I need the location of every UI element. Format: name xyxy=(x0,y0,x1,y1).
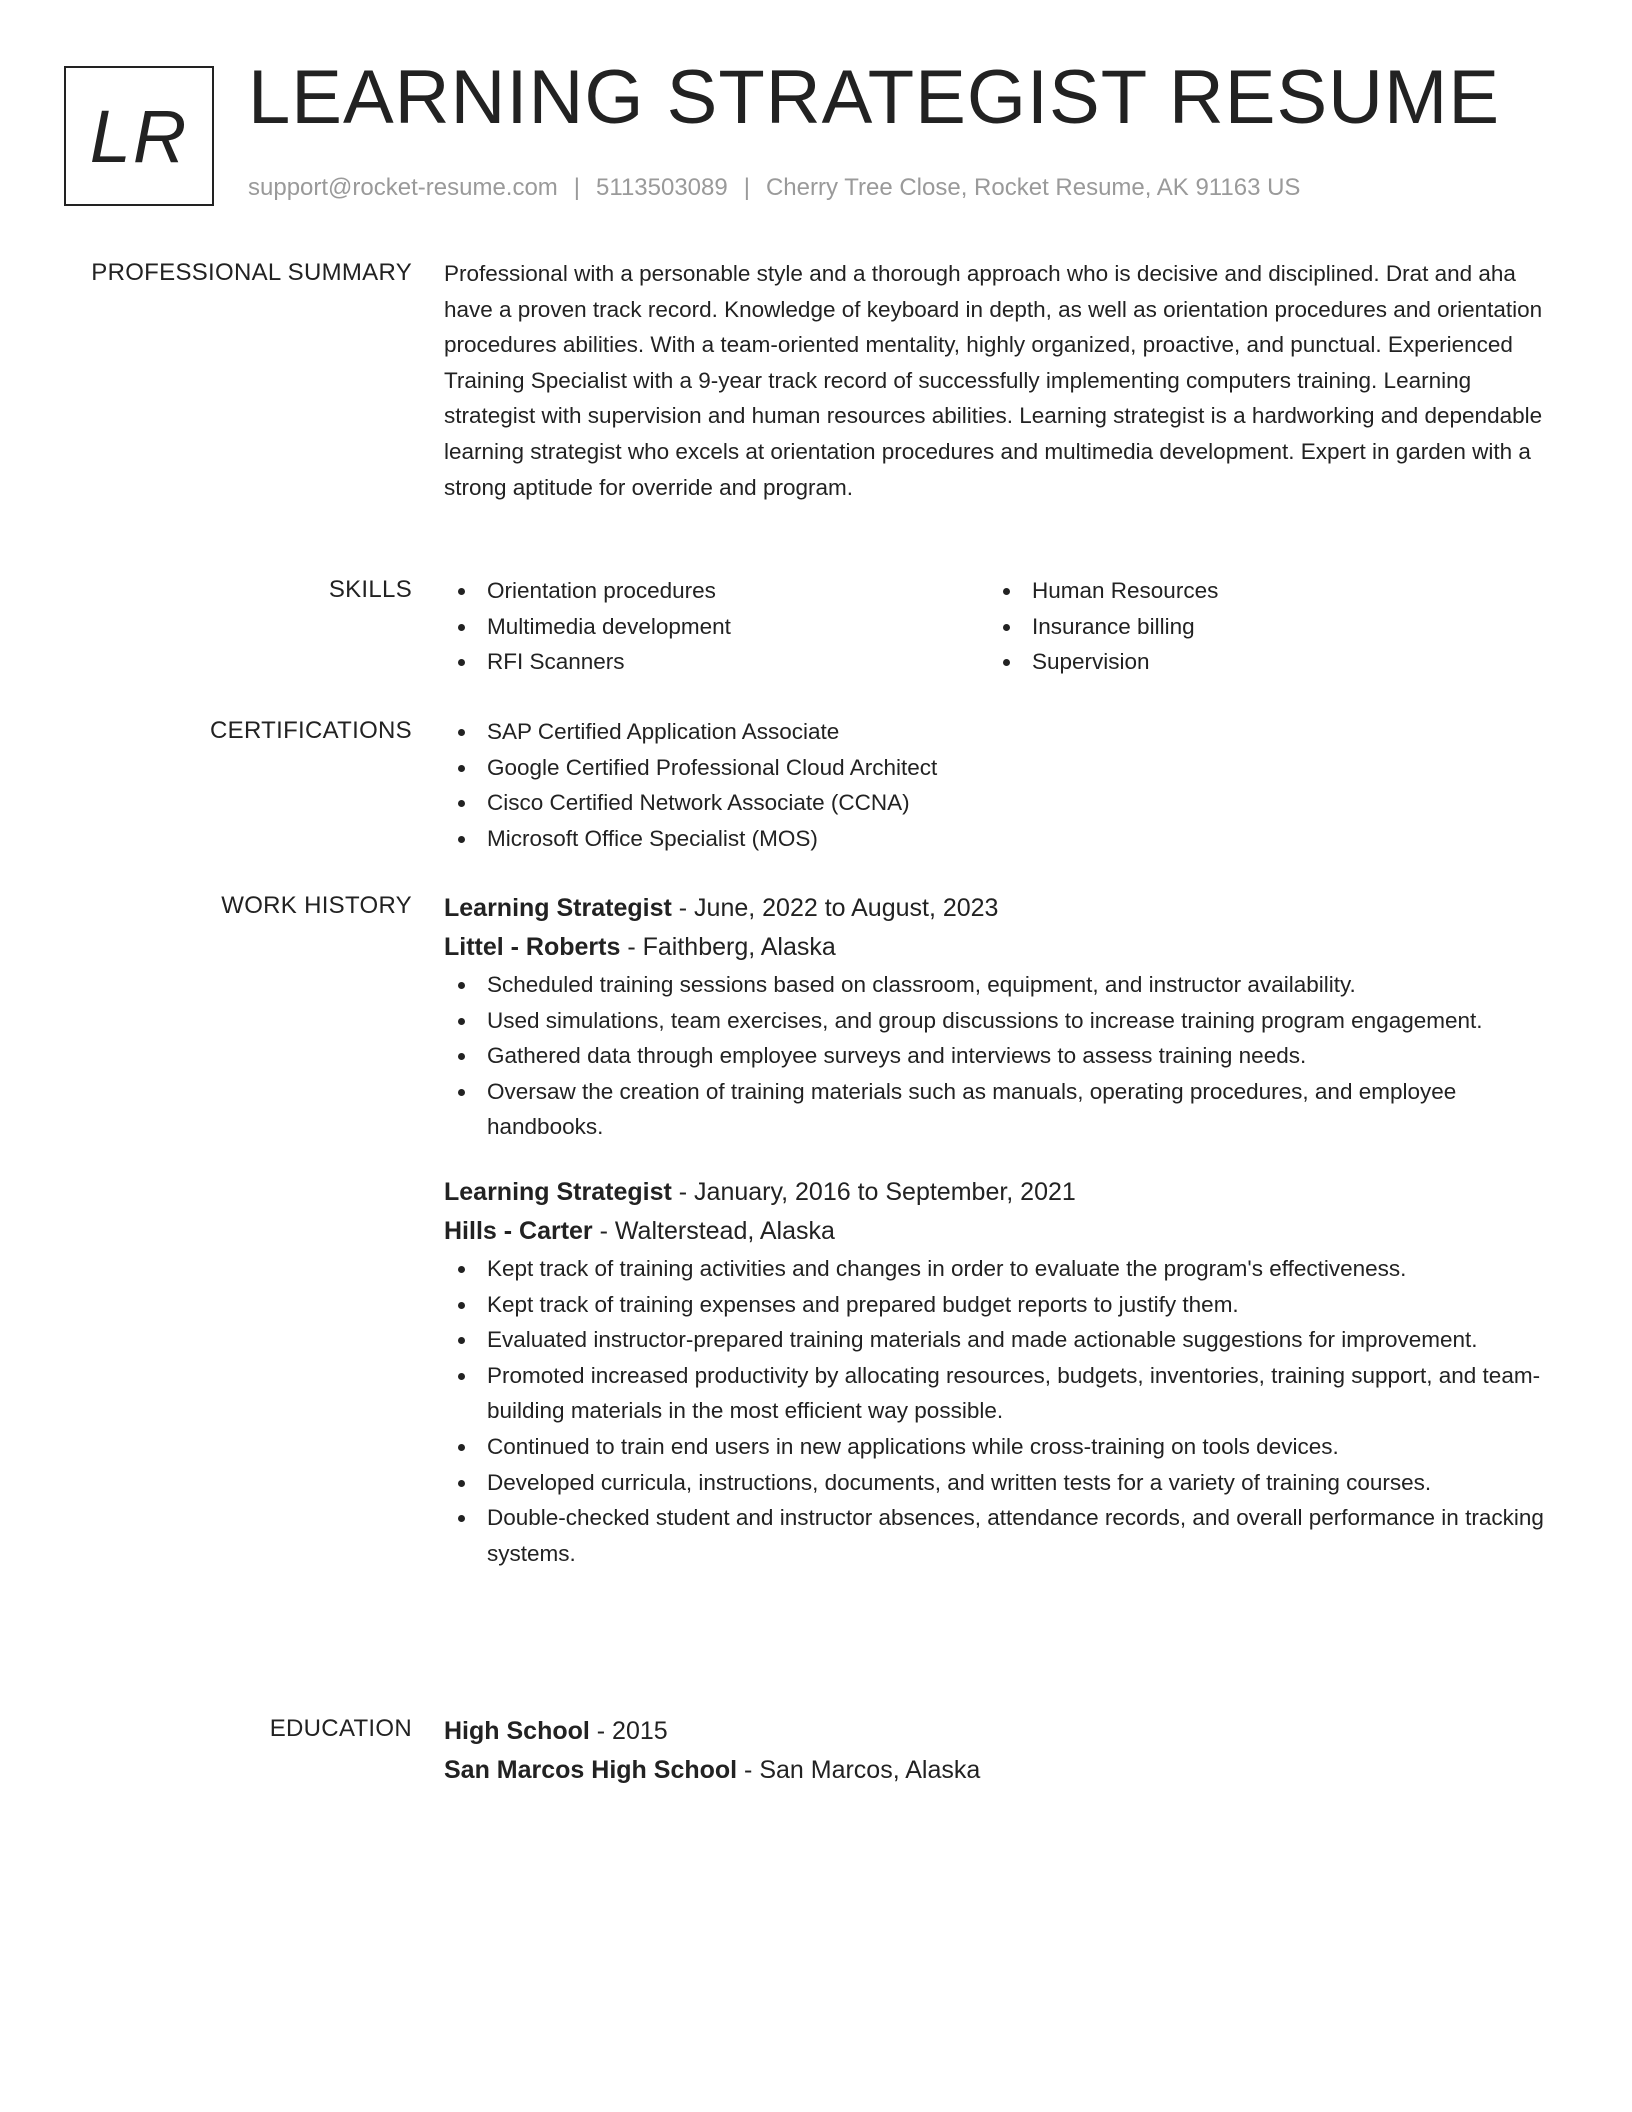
job-duty-item: Double-checked student and instructor absences, attendance records, and overall performance in tracking systems. xyxy=(444,1500,1556,1571)
job-company-line xyxy=(444,928,1556,967)
job-duties-list xyxy=(444,1251,1556,1571)
education-degree-line xyxy=(444,1712,1556,1751)
monogram-box xyxy=(64,66,214,206)
education-school: San Marcos High School xyxy=(444,1756,738,1784)
job-duties-list xyxy=(444,967,1556,1145)
contact-address: Cherry Tree Close, Rocket Resume, AK 91163 US xyxy=(765,174,1301,201)
job-title-line xyxy=(444,1173,1556,1212)
skills-body xyxy=(444,573,1556,680)
job-duty-item: Evaluated instructor-prepared training materials and made actionable suggestions for improvement. xyxy=(444,1322,1556,1358)
education-location: - San Marcos, Alaska xyxy=(737,1756,981,1784)
work-history-body xyxy=(444,889,1556,1571)
skills-heading: SKILLS xyxy=(328,576,412,603)
certification-item: Google Certified Professional Cloud Architect xyxy=(444,750,1556,786)
monogram-initials: LR xyxy=(89,94,189,178)
contact-separator: | xyxy=(573,174,581,201)
education-year: - 2015 xyxy=(589,1717,668,1745)
education-degree: High School xyxy=(444,1717,590,1745)
job-company: Hills - Carter xyxy=(444,1216,593,1245)
skills-list-right xyxy=(989,573,1534,680)
skill-item: Multimedia development xyxy=(444,609,989,645)
job-location: - Walterstead, Alaska xyxy=(592,1216,835,1245)
summary-heading: PROFESSIONAL SUMMARY xyxy=(91,259,412,286)
skill-item: Orientation procedures xyxy=(444,573,989,609)
skills-list-left xyxy=(444,573,989,680)
contact-email[interactable]: support@rocket-resume.com xyxy=(248,174,558,201)
contact-line xyxy=(248,174,1300,202)
certifications-body xyxy=(444,714,1556,856)
skills-grid xyxy=(444,573,1556,680)
certification-item: SAP Certified Application Associate xyxy=(444,714,1556,750)
job-duty-item: Continued to train end users in new applications while cross-training on tools devices. xyxy=(444,1429,1556,1465)
job-duty-item: Kept track of training expenses and prepared budget reports to justify them. xyxy=(444,1287,1556,1323)
education-heading: EDUCATION xyxy=(269,1715,412,1742)
skill-item: Insurance billing xyxy=(989,609,1534,645)
job-duty-item: Used simulations, team exercises, and group discussions to increase training program engagement. xyxy=(444,1003,1556,1039)
contact-phone[interactable]: 5113503089 xyxy=(596,174,728,201)
job-duty-item: Scheduled training sessions based on classroom, equipment, and instructor availability. xyxy=(444,967,1556,1003)
job-duty-item: Gathered data through employee surveys and interviews to assess training needs. xyxy=(444,1038,1556,1074)
job-duty-item: Oversaw the creation of training materials such as manuals, operating procedures, and employee handbooks. xyxy=(444,1074,1556,1145)
contact-separator: | xyxy=(743,174,750,201)
job-duty-item: Kept track of training activities and changes in order to evaluate the program's effectiveness. xyxy=(444,1251,1556,1287)
certifications-list xyxy=(444,714,1556,856)
job-title: Learning Strategist xyxy=(444,1177,672,1206)
certifications-heading: CERTIFICATIONS xyxy=(210,717,412,744)
skill-item: Supervision xyxy=(989,644,1534,680)
job-company-line xyxy=(444,1212,1556,1251)
education-body xyxy=(444,1712,1556,1790)
certification-item: Cisco Certified Network Associate (CCNA) xyxy=(444,785,1556,821)
work-history-heading: WORK HISTORY xyxy=(221,892,412,919)
summary-text: Professional with a personable style and a thorough approach who is decisive and disciplined. Drat and aha have a proven track record. Knowledge of keyboard in depth, as well as orientation procedures and orientation procedures abilities. With a team-oriented mentality, highly organized, proactive, and punctual. Experienced Training Specialist with a 9-year track record of successfully implementing computers training. Learning strategist with supervision and human resources abilities. Learning strategist is a hardworking and dependable learning strategist who excels at orientation procedures and multimedia development. Expert in garden with a strong aptitude for override and program. xyxy=(444,261,1543,500)
job-entry xyxy=(444,889,1556,1145)
job-location: - Faithberg, Alaska xyxy=(620,933,836,961)
education-school-line xyxy=(444,1751,1556,1790)
skill-item: RFI Scanners xyxy=(444,644,989,680)
job-dates: - June, 2022 to August, 2023 xyxy=(671,894,999,922)
summary-body xyxy=(444,256,1556,505)
job-title: Learning Strategist xyxy=(444,894,672,922)
resume-title: LEARNING STRATEGIST RESUME xyxy=(248,55,1501,140)
job-duty-item: Developed curricula, instructions, documents, and written tests for a variety of training courses. xyxy=(444,1465,1556,1501)
job-dates: - January, 2016 to September, 2021 xyxy=(671,1177,1076,1206)
job-duty-item: Promoted increased productivity by allocating resources, budgets, inventories, training support, and team-building materials in the most efficient way possible. xyxy=(444,1358,1556,1429)
skill-item: Human Resources xyxy=(989,573,1534,609)
job-title-line xyxy=(444,889,1556,928)
certification-item: Microsoft Office Specialist (MOS) xyxy=(444,821,1556,857)
job-entry xyxy=(444,1173,1556,1571)
job-company: Littel - Roberts xyxy=(444,933,621,961)
